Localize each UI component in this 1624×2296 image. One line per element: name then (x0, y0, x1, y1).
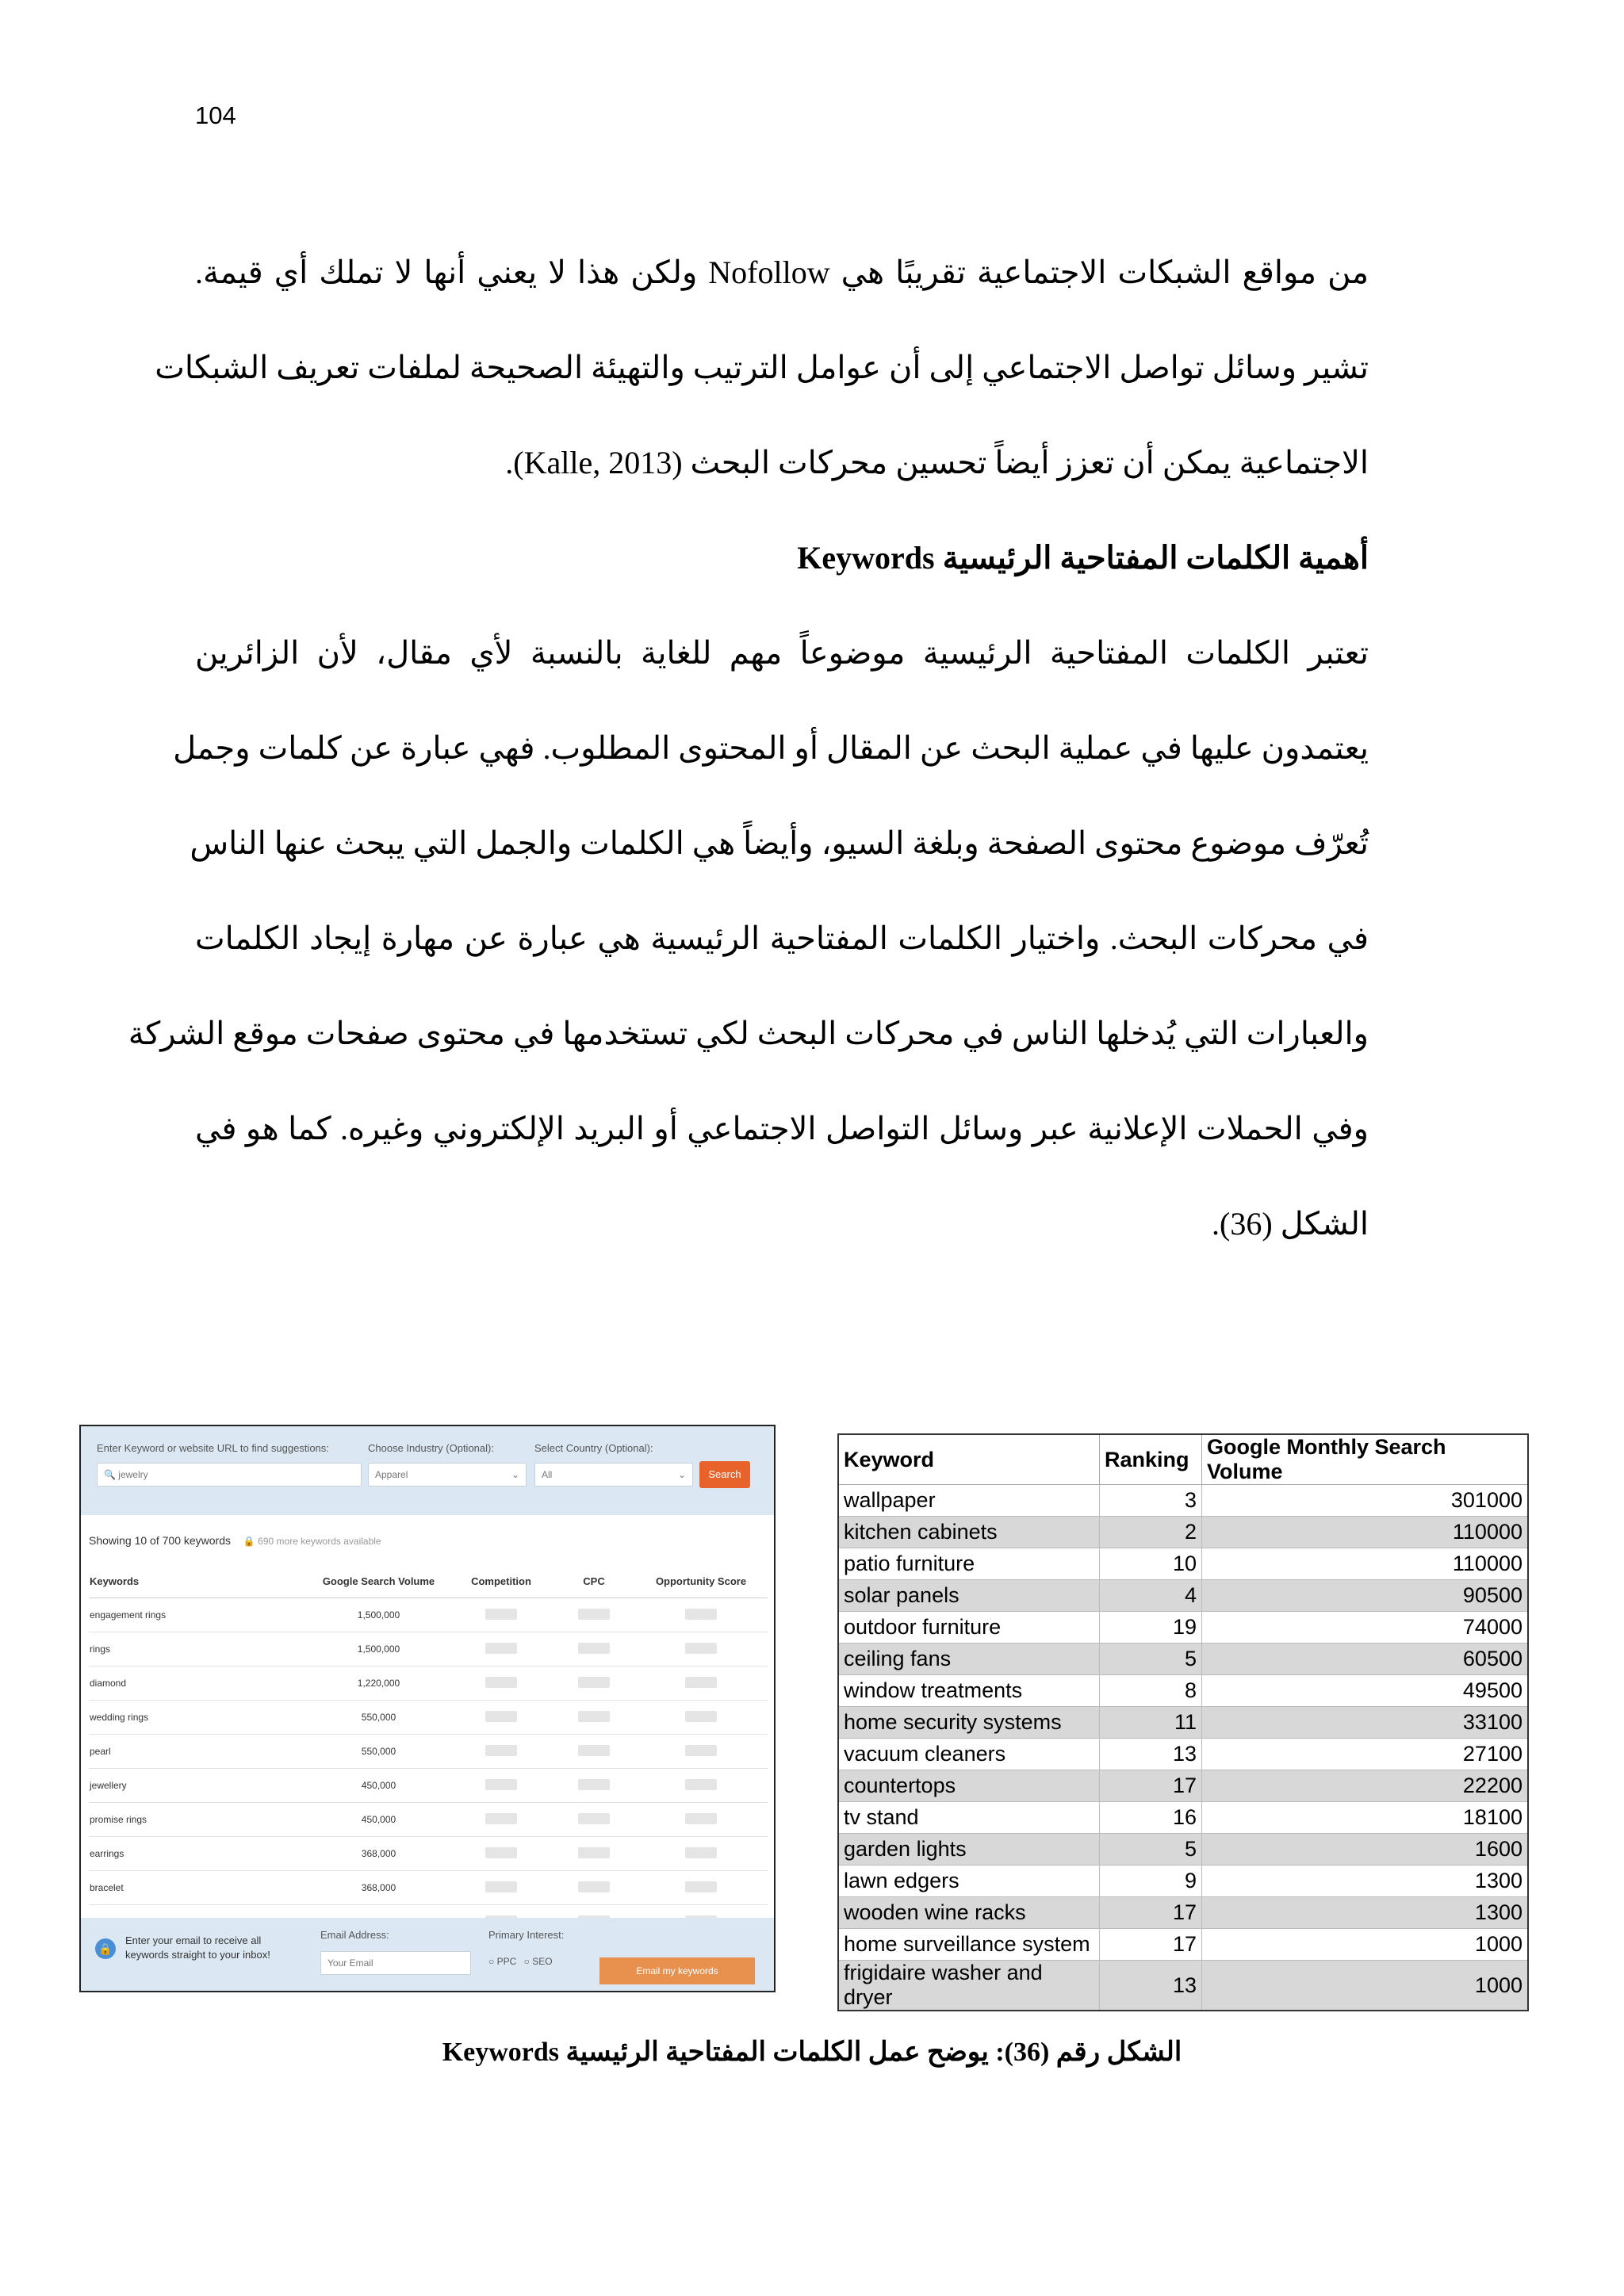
keyword-tool-screenshot (79, 1425, 776, 1992)
keyword-cell: lawn edgers (838, 1866, 1100, 1897)
paragraph-2 (128, 606, 1369, 1272)
keyword-cell: home security systems (838, 1707, 1100, 1739)
ranking-cell: 8 (1100, 1675, 1202, 1707)
opportunity-cell (634, 1803, 768, 1837)
keyword-cell: engagement rings (89, 1598, 308, 1632)
competition-cell (449, 1769, 553, 1803)
table-header-row (89, 1564, 768, 1598)
monthly-volume-cell: 1300 (1202, 1897, 1529, 1929)
keyword-cell: wedding rings (89, 1701, 308, 1735)
competition-cell (449, 1837, 553, 1871)
keyword-ranking-table (837, 1433, 1529, 2011)
keyword-cell: frigidaire washer and dryer (838, 1961, 1100, 2011)
blurred-value (685, 1779, 717, 1790)
blurred-value (485, 1711, 517, 1722)
text-line: الاجتماعية يمكن أن تعزز أيضاً تحسين محركات البحث (Kalle, 2013). (505, 445, 1369, 480)
monthly-volume-cell: 301000 (1202, 1485, 1529, 1517)
volume-cell: 1,220,000 (308, 1667, 449, 1701)
monthly-volume-cell: 110000 (1202, 1517, 1529, 1548)
volume-cell: 550,000 (308, 1735, 449, 1769)
keyword-cell: promise rings (89, 1803, 308, 1837)
text-line: تعتبر الكلمات المفتاحية الرئيسية موضوعاً مهم للغاية بالنسبة لأي مقال، لأن الزائرين (195, 635, 1369, 671)
table-row (89, 1803, 768, 1837)
figure-caption: الشكل رقم (36): يوضح عمل الكلمات المفتاحية الرئيسية Keywords (442, 2038, 1182, 2067)
table-row (838, 1580, 1528, 1612)
blurred-value (485, 1677, 517, 1688)
blurred-value (485, 1609, 517, 1620)
volume-cell: 450,000 (308, 1769, 449, 1803)
keyword-cell: solar panels (838, 1580, 1100, 1612)
table-row (838, 1834, 1528, 1866)
blurred-value (485, 1643, 517, 1654)
ranking-cell: 17 (1100, 1770, 1202, 1802)
table-row (89, 1837, 768, 1871)
ppc-radio-label: PPC (496, 1956, 517, 1967)
competition-cell (449, 1667, 553, 1701)
blurred-value (485, 1847, 517, 1858)
ranking-cell: 17 (1100, 1929, 1202, 1961)
email-prompt-line: Enter your email to receive all (125, 1934, 262, 1946)
ranking-cell: 9 (1100, 1866, 1202, 1897)
monthly-volume-cell: 1300 (1202, 1866, 1529, 1897)
text-line: من مواقع الشبكات الاجتماعية تقريبًا هي Nofollow ولكن هذا لا يعني أنها لا تملك أي قيمة. (195, 254, 1369, 290)
monthly-volume-cell: 22200 (1202, 1770, 1529, 1802)
table-row (838, 1548, 1528, 1580)
blurred-value (485, 1779, 517, 1790)
monthly-volume-cell: 110000 (1202, 1548, 1529, 1580)
keyword-input[interactable] (97, 1463, 362, 1487)
opportunity-cell (634, 1701, 768, 1735)
keyword-cell: window treatments (838, 1675, 1100, 1707)
opportunity-cell (634, 1871, 768, 1905)
country-select-value: All (542, 1469, 553, 1480)
keyword-cell: wallpaper (838, 1485, 1100, 1517)
col-opportunity-score: Opportunity Score (634, 1564, 768, 1598)
keyword-cell: diamond (89, 1667, 308, 1701)
ranking-cell: 4 (1100, 1580, 1202, 1612)
monthly-volume-cell: 1000 (1202, 1961, 1529, 2011)
blurred-value (685, 1643, 717, 1654)
monthly-volume-cell: 49500 (1202, 1675, 1529, 1707)
volume-cell: 1,500,000 (308, 1632, 449, 1667)
keyword-cell: jewellery (89, 1769, 308, 1803)
table-row (838, 1866, 1528, 1897)
table-row (838, 1707, 1528, 1739)
ranking-cell: 2 (1100, 1517, 1202, 1548)
ranking-cell: 13 (1100, 1739, 1202, 1770)
table-row (89, 1598, 768, 1632)
table-row (838, 1802, 1528, 1834)
section-heading (195, 511, 1369, 606)
table-row (838, 1961, 1528, 2011)
competition-cell (449, 1598, 553, 1632)
text-line: الشكل (36). (1211, 1206, 1369, 1242)
cpc-cell (553, 1803, 634, 1837)
blurred-value (685, 1745, 717, 1756)
table-row (838, 1897, 1528, 1929)
heading-text: أهمية الكلمات المفتاحية الرئيسية Keywords (797, 540, 1369, 576)
email-label: Email Address: (320, 1929, 389, 1941)
ranking-cell: 5 (1100, 1644, 1202, 1675)
keyword-cell: patio furniture (838, 1548, 1100, 1580)
more-keywords-note: 🔒 690 more keywords available (243, 1536, 381, 1547)
ranking-cell: 5 (1100, 1834, 1202, 1866)
cpc-cell (553, 1701, 634, 1735)
more-keywords-text: 690 more keywords available (258, 1536, 381, 1547)
keyword-cell: wooden wine racks (838, 1897, 1100, 1929)
blurred-value (485, 1813, 517, 1824)
blurred-value (578, 1847, 610, 1858)
search-button[interactable]: Search (699, 1461, 750, 1488)
competition-cell (449, 1632, 553, 1667)
keyword-cell: bracelet (89, 1871, 308, 1905)
table-row (838, 1612, 1528, 1644)
table-row (838, 1739, 1528, 1770)
industry-select[interactable] (368, 1463, 527, 1487)
col-ranking: Ranking (1100, 1434, 1202, 1485)
competition-cell (449, 1871, 553, 1905)
col-search-volume: Google Search Volume (308, 1564, 449, 1598)
volume-cell: 550,000 (308, 1701, 449, 1735)
country-select[interactable] (534, 1463, 693, 1487)
lock-icon: 🔒 (95, 1938, 116, 1959)
opportunity-cell (634, 1769, 768, 1803)
chevron-down-icon: ⌄ (677, 1469, 686, 1480)
volume-cell: 368,000 (308, 1837, 449, 1871)
ranking-cell: 19 (1100, 1612, 1202, 1644)
table-row (89, 1632, 768, 1667)
monthly-volume-cell: 18100 (1202, 1802, 1529, 1834)
keyword-cell: countertops (838, 1770, 1100, 1802)
cpc-cell (553, 1769, 634, 1803)
ranking-cell: 13 (1100, 1961, 1202, 2011)
opportunity-cell (634, 1598, 768, 1632)
text-line: يعتمدون عليها في عملية البحث عن المقال أو المحتوى المطلوب. فهي عبارة عن كلمات وجمل (173, 730, 1369, 766)
monthly-volume-cell: 33100 (1202, 1707, 1529, 1739)
text-line: وفي الحملات الإعلانية عبر وسائل التواصل الاجتماعي أو البريد الإلكتروني وغيره. كما هو في (195, 1111, 1369, 1146)
blurred-value (578, 1881, 610, 1892)
text-line: والعبارات التي يُدخلها الناس في محركات البحث لكي تستخدمها في محتوى صفحات موقع الشركة (128, 1016, 1369, 1051)
blurred-value (685, 1881, 717, 1892)
table-row (89, 1769, 768, 1803)
blurred-value (485, 1745, 517, 1756)
keyword-input-value: jewelry (118, 1469, 148, 1480)
text-line: تُعرّف موضوع محتوى الصفحة وبلغة السيو، وأيضاً هي الكلمات والجمل التي يبحث عنها الناس (190, 825, 1369, 861)
table-header-row (838, 1434, 1528, 1485)
interest-options (488, 1956, 553, 1967)
volume-cell: 368,000 (308, 1871, 449, 1905)
interest-label: Primary Interest: (488, 1929, 565, 1941)
ranking-cell: 3 (1100, 1485, 1202, 1517)
col-keyword: Keyword (838, 1434, 1100, 1485)
email-prompt-line: keywords straight to your inbox! (125, 1949, 270, 1961)
blurred-value (578, 1779, 610, 1790)
keyword-cell: outdoor furniture (838, 1612, 1100, 1644)
blurred-value (578, 1813, 610, 1824)
table-row (89, 1667, 768, 1701)
blurred-value (578, 1643, 610, 1654)
keyword-suggestions-table (89, 1564, 768, 1939)
opportunity-cell (634, 1632, 768, 1667)
competition-cell (449, 1735, 553, 1769)
table-row (89, 1701, 768, 1735)
email-prompt (125, 1934, 270, 1962)
keyword-cell: pearl (89, 1735, 308, 1769)
seo-radio[interactable]: ○ SEO (523, 1956, 553, 1967)
blurred-value (685, 1609, 717, 1620)
blurred-value (685, 1677, 717, 1688)
opportunity-cell (634, 1735, 768, 1769)
email-panel (81, 1918, 774, 1992)
page-number: 104 (195, 101, 236, 129)
col-keywords: Keywords (89, 1564, 308, 1598)
blurred-value (485, 1881, 517, 1892)
table-row (89, 1871, 768, 1905)
monthly-volume-cell: 1600 (1202, 1834, 1529, 1866)
ranking-cell: 11 (1100, 1707, 1202, 1739)
cpc-cell (553, 1837, 634, 1871)
blurred-value (578, 1711, 610, 1722)
results-count (89, 1534, 381, 1547)
blurred-value (685, 1813, 717, 1824)
cpc-cell (553, 1735, 634, 1769)
table-row (838, 1485, 1528, 1517)
email-field[interactable]: Your Email (320, 1951, 471, 1975)
competition-cell (449, 1701, 553, 1735)
keyword-cell: vacuum cleaners (838, 1739, 1100, 1770)
blurred-value (685, 1711, 717, 1722)
opportunity-cell (634, 1667, 768, 1701)
results-count-text: Showing 10 of 700 keywords (89, 1534, 231, 1547)
opportunity-cell (634, 1837, 768, 1871)
search-icon: 🔍 (104, 1469, 116, 1480)
keyword-cell: ceiling fans (838, 1644, 1100, 1675)
search-label: Enter Keyword or website URL to find suggestions: (97, 1442, 329, 1454)
keyword-cell: garden lights (838, 1834, 1100, 1866)
monthly-volume-cell: 27100 (1202, 1739, 1529, 1770)
col-cpc: CPC (553, 1564, 634, 1598)
table-row (838, 1675, 1528, 1707)
table-row (838, 1770, 1528, 1802)
table-row (838, 1929, 1528, 1961)
ranking-cell: 10 (1100, 1548, 1202, 1580)
volume-cell: 1,500,000 (308, 1598, 449, 1632)
competition-cell (449, 1803, 553, 1837)
table-row (838, 1644, 1528, 1675)
search-panel (81, 1426, 774, 1515)
cpc-cell (553, 1871, 634, 1905)
table-row (838, 1517, 1528, 1548)
blurred-value (578, 1609, 610, 1620)
blurred-value (578, 1745, 610, 1756)
keyword-cell: earrings (89, 1837, 308, 1871)
chevron-down-icon: ⌄ (511, 1469, 519, 1480)
ranking-cell: 17 (1100, 1897, 1202, 1929)
monthly-volume-cell: 90500 (1202, 1580, 1529, 1612)
ranking-cell: 16 (1100, 1802, 1202, 1834)
monthly-volume-cell: 74000 (1202, 1612, 1529, 1644)
industry-label: Choose Industry (Optional): (368, 1442, 494, 1454)
blurred-value (578, 1677, 610, 1688)
cpc-cell (553, 1667, 634, 1701)
table-row (89, 1735, 768, 1769)
industry-select-value: Apparel (375, 1469, 408, 1480)
cpc-cell (553, 1598, 634, 1632)
paragraph-1 (155, 225, 1369, 511)
text-line: في محركات البحث. واختيار الكلمات المفتاحية الرئيسية هي عبارة عن مهارة إيجاد الكلمات (195, 920, 1369, 956)
col-competition: Competition (449, 1564, 553, 1598)
text-line: تشير وسائل تواصل الاجتماعي إلى أن عوامل الترتيب والتهيئة الصحيحة لملفات تعريف الشبكات (155, 350, 1369, 385)
keyword-cell: kitchen cabinets (838, 1517, 1100, 1548)
keyword-cell: rings (89, 1632, 308, 1667)
volume-cell: 450,000 (308, 1803, 449, 1837)
seo-radio-label: SEO (532, 1956, 553, 1967)
keyword-cell: home surveillance system (838, 1929, 1100, 1961)
col-monthly-volume: Google Monthly Search Volume (1202, 1434, 1529, 1485)
blurred-value (685, 1847, 717, 1858)
monthly-volume-cell: 1000 (1202, 1929, 1529, 1961)
keyword-cell: tv stand (838, 1802, 1100, 1834)
email-keywords-button[interactable]: Email my keywords (599, 1957, 755, 1984)
ppc-radio[interactable]: ○ PPC (488, 1956, 517, 1967)
monthly-volume-cell: 60500 (1202, 1644, 1529, 1675)
country-label: Select Country (Optional): (534, 1442, 653, 1454)
cpc-cell (553, 1632, 634, 1667)
